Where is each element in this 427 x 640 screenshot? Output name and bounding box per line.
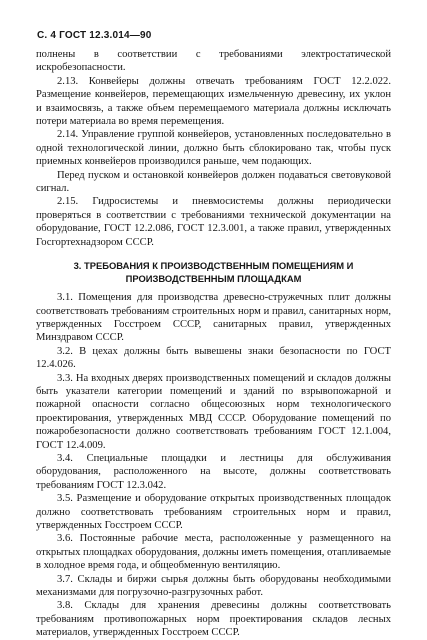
- paragraph: 3.4. Специальные площадки и лестницы для обслуживания оборудования, расположенного на высоте, должны соответствовать требованиям ГОСТ 12.3.042.: [36, 452, 391, 491]
- paragraph: 3.3. На входных дверях производственных помещений и складов должны быть указатели категории помещений и зданий по взрывопожарной и пожарной опасности согласно общесоюзных норм технологического проектирования, утвержденных МВД СССР. Оборудование помещений по пожаробезопасности должно соответствовать требованиям ГОСТ 12.1.004, ГОСТ 12.4.009.: [36, 372, 391, 451]
- paragraph: 2.14. Управление группой конвейеров, установленных последовательно в одной технологической линии, должно быть сблокировано так, чтобы пуск приемных конвейеров производился раньше, чем подающих.: [36, 129, 391, 168]
- paragraph: полнены в соответствии с требованиями электростатической искробезопасности.: [36, 49, 391, 74]
- paragraph: Перед пуском и остановкой конвейеров должен подаваться световуковой сигнал.: [36, 169, 391, 195]
- paragraph: 3.8. Склады для хранения древесины должны соответствовать требованиям противопожарных норм проектирования складов лесных материалов, утвержденных Госстроем СССР.: [36, 600, 391, 639]
- paragraph: 3.6. Постоянные рабочие места, расположенные у размещенного на открытых площадках оборудования, должны иметь помещения, отапливаемые в холодное время года, и общеобменную вентиляцию.: [36, 533, 391, 572]
- paragraph: 2.15. Гидросистемы и пневмосистемы должны периодически проверяться в соответствии с требованиями технической документации на оборудование, ГОСТ 12.2.086, ГОСТ 12.3.001, а также правил, утвержденных Госгортехнадзором СССР.: [36, 196, 391, 248]
- paragraph: 3.2. В цехах должны быть вывешены знаки безопасности по ГОСТ 12.4.026.: [36, 345, 391, 371]
- paragraph: 3.1. Помещения для производства древесно-стружечных плит должны соответствовать требованиям строительных норм и правил, санитарных норм, утвержденных Госстроем СССР, санитарных правил, утвержденных Минздравом СССР.: [36, 292, 391, 344]
- section-heading: 3. ТРЕБОВАНИЯ К ПРОИЗВОДСТВЕННЫМ ПОМЕЩЕНИЯМ И ПРОИЗВОДСТВЕННЫМ ПЛОЩАДКАМ: [73, 260, 354, 285]
- paragraph: 3.7. Склады и биржи сырья должны быть оборудованы необходимыми механизмами для погрузочно-разгрузочных работ.: [36, 573, 391, 599]
- paragraph: 2.13. Конвейеры должны отвечать требованиям ГОСТ 12.2.022. Размещение конвейеров, перемещающих измельченную древесину, их уклон и взаимосвязь, а также объем перемещаемого материала должны исключать потери материала во время перемещения.: [36, 75, 391, 128]
- page-header: С. 4 ГОСТ 12.3.014—90: [37, 30, 152, 41]
- document-body: [36, 48, 391, 640]
- paragraph: 3.5. Размещение и оборудование открытых производственных площадок должно соответствовать требованиям строительных норм и правил, утвержденных Госстроем СССР.: [36, 493, 391, 531]
